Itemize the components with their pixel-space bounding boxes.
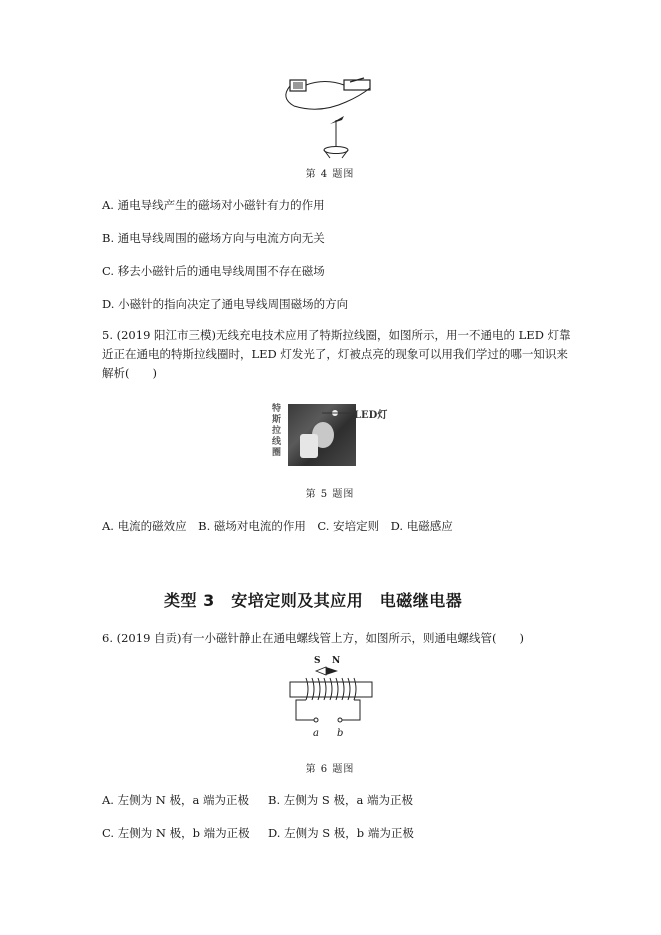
terminal-a-label: a <box>313 728 319 739</box>
figure-5-caption: 第 5 题图 <box>305 489 355 500</box>
q6-option-d: D. 左侧为 S 极，b 端为正极 <box>268 826 414 840</box>
q6-option-b: B. 左侧为 S 极，a 端为正极 <box>268 793 413 807</box>
figure-4-caption: 第 4 题图 <box>305 169 355 180</box>
q4-option-c: C. 移去小磁针后的通电导线周围不存在磁场 <box>102 264 325 278</box>
q6-stem: 6. (2019 自贡)有一小磁针静止在通电螺线管上方，如图所示，则通电螺线管( ) <box>102 631 524 645</box>
solenoid-drawing <box>286 658 376 744</box>
q4-option-b: B. 通电导线周围的磁场方向与电流方向无关 <box>102 231 325 245</box>
needle-s-label: S <box>314 656 321 666</box>
q5-options: A. 电流的磁效应 B. 磁场对电流的作用 C. 安培定则 D. 电磁感应 <box>102 519 453 533</box>
circuit-drawing <box>280 72 380 162</box>
q5-stem: 5. (2019 阳江市三模)无线充电技术应用了特斯拉线圈，如图所示，用一不通电的 LED 灯靠近正在通电的特斯拉线圈时，LED 灯发光了，灯被点亮的现象可以用我们学过的哪一知识来解析( ) <box>102 328 571 380</box>
q6-option-a: A. 左侧为 N 极，a 端为正极 <box>102 793 250 807</box>
q4-option-d: D. 小磁针的指向决定了通电导线周围磁场的方向 <box>102 297 349 311</box>
figure-6 <box>286 658 376 744</box>
needle-n-label: N <box>332 656 341 666</box>
terminal-b-label: b <box>337 728 344 739</box>
figure-4 <box>280 72 380 162</box>
section-title: 类型 3 安培定则及其应用 电磁继电器 <box>164 591 463 610</box>
led-label: LED灯 <box>354 410 388 421</box>
figure-5 <box>272 404 392 466</box>
q6-option-c: C. 左侧为 N 极，b 端为正极 <box>102 826 250 840</box>
q4-option-a: A. 通电导线产生的磁场对小磁针有力的作用 <box>102 198 325 212</box>
tesla-coil-label: 特斯拉线圈 <box>272 404 282 458</box>
figure-6-caption: 第 6 题图 <box>305 764 355 775</box>
